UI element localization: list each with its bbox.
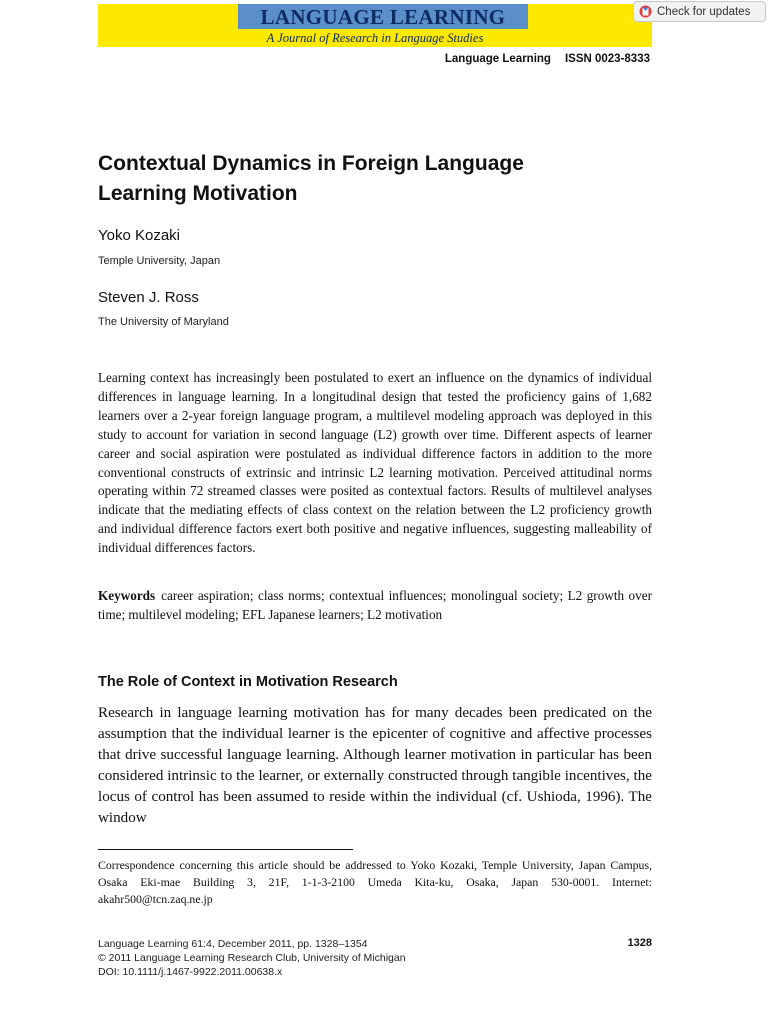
article-title	[98, 149, 658, 209]
copyright-line: © 2011 Language Learning Research Club, University of Michigan	[98, 952, 406, 964]
keywords	[98, 586, 652, 624]
correspondence-footnote: Correspondence concerning this article should be addressed to Yoko Kozaki, Temple University, Japan Campus, Osaka Eki-mae Building 3, 21F, 1-1-3-2100 Umeda Kita-ku, Osaka, Japan 530-0001. Internet: akahr500@tcn.zaq.ne.jp	[98, 858, 652, 906]
footnote-divider	[98, 849, 353, 850]
doi-line: DOI: 10.1111/j.1467-9922.2011.00638.x	[98, 966, 283, 978]
section-heading: The Role of Context in Motivation Research	[98, 674, 398, 690]
keywords-list: career aspiration; class norms; contextual influences; monolingual society; L2 growth over time; multilevel modeling; EFL Japanese learners; L2 motivation	[98, 588, 652, 622]
page-number: 1328	[627, 937, 652, 949]
author-affiliation: The University of Maryland	[98, 316, 229, 328]
issn: ISSN 0023-8333	[564, 53, 650, 65]
check-for-updates-label: Check for updates	[657, 5, 751, 18]
article-title-line-2: Learning Motivation	[98, 182, 298, 205]
journal-banner	[98, 4, 652, 47]
journal-name: Language Learning	[444, 53, 551, 65]
article-title-line-1: Contextual Dynamics in Foreign Language	[98, 152, 524, 175]
page-footer	[98, 937, 652, 979]
crossmark-icon	[639, 5, 652, 18]
journal-banner-title: LANGUAGE LEARNING	[238, 4, 528, 29]
author-affiliation: Temple University, Japan	[98, 255, 221, 267]
author-name: Steven J. Ross	[98, 289, 199, 306]
journal-banner-subtitle: A Journal of Research in Language Studies	[266, 31, 484, 45]
check-for-updates-button[interactable]	[633, 1, 766, 22]
citation-line: Language Learning 61:4, December 2011, pp. 1328–1354	[98, 938, 368, 950]
author-name: Yoko Kozaki	[98, 227, 181, 244]
keywords-label: Keywords	[98, 588, 156, 603]
body-paragraph: Research in language learning motivation has for many decades been predicated on the assumption that the individual learner is the epicenter of cognitive and affective processes that drive successful language learning. Although learner motivation in particular has been considered intrinsic to the learner, or externally constructed through tangible incentives, the locus of control has been assumed to reside within the individual (cf. Ushioda, 1996). The window	[98, 705, 652, 826]
abstract: Learning context has increasingly been postulated to exert an influence on the dynamics of individual differences in language learning. In a longitudinal design that tested the proficiency gains of 1,682 learners over a 2-year foreign language program, a multilevel modeling approach was deployed in this study to account for variation in second language (L2) growth over time. Different aspects of learner career and social aspiration were postulated as individual difference factors in addition to the more conventional constructs of extrinsic and intrinsic L2 learning motivation. Perceived attitudinal norms operating within 72 streamed classes were posited as contextual factors. Results of multilevel analyses indicate that the mediating effects of class context on the relation between the L2 proficiency growth and individual difference factors exert both positive and negative influences, suggesting malleability of individual differences factors.	[98, 370, 652, 556]
journal-issn-line	[445, 53, 650, 65]
